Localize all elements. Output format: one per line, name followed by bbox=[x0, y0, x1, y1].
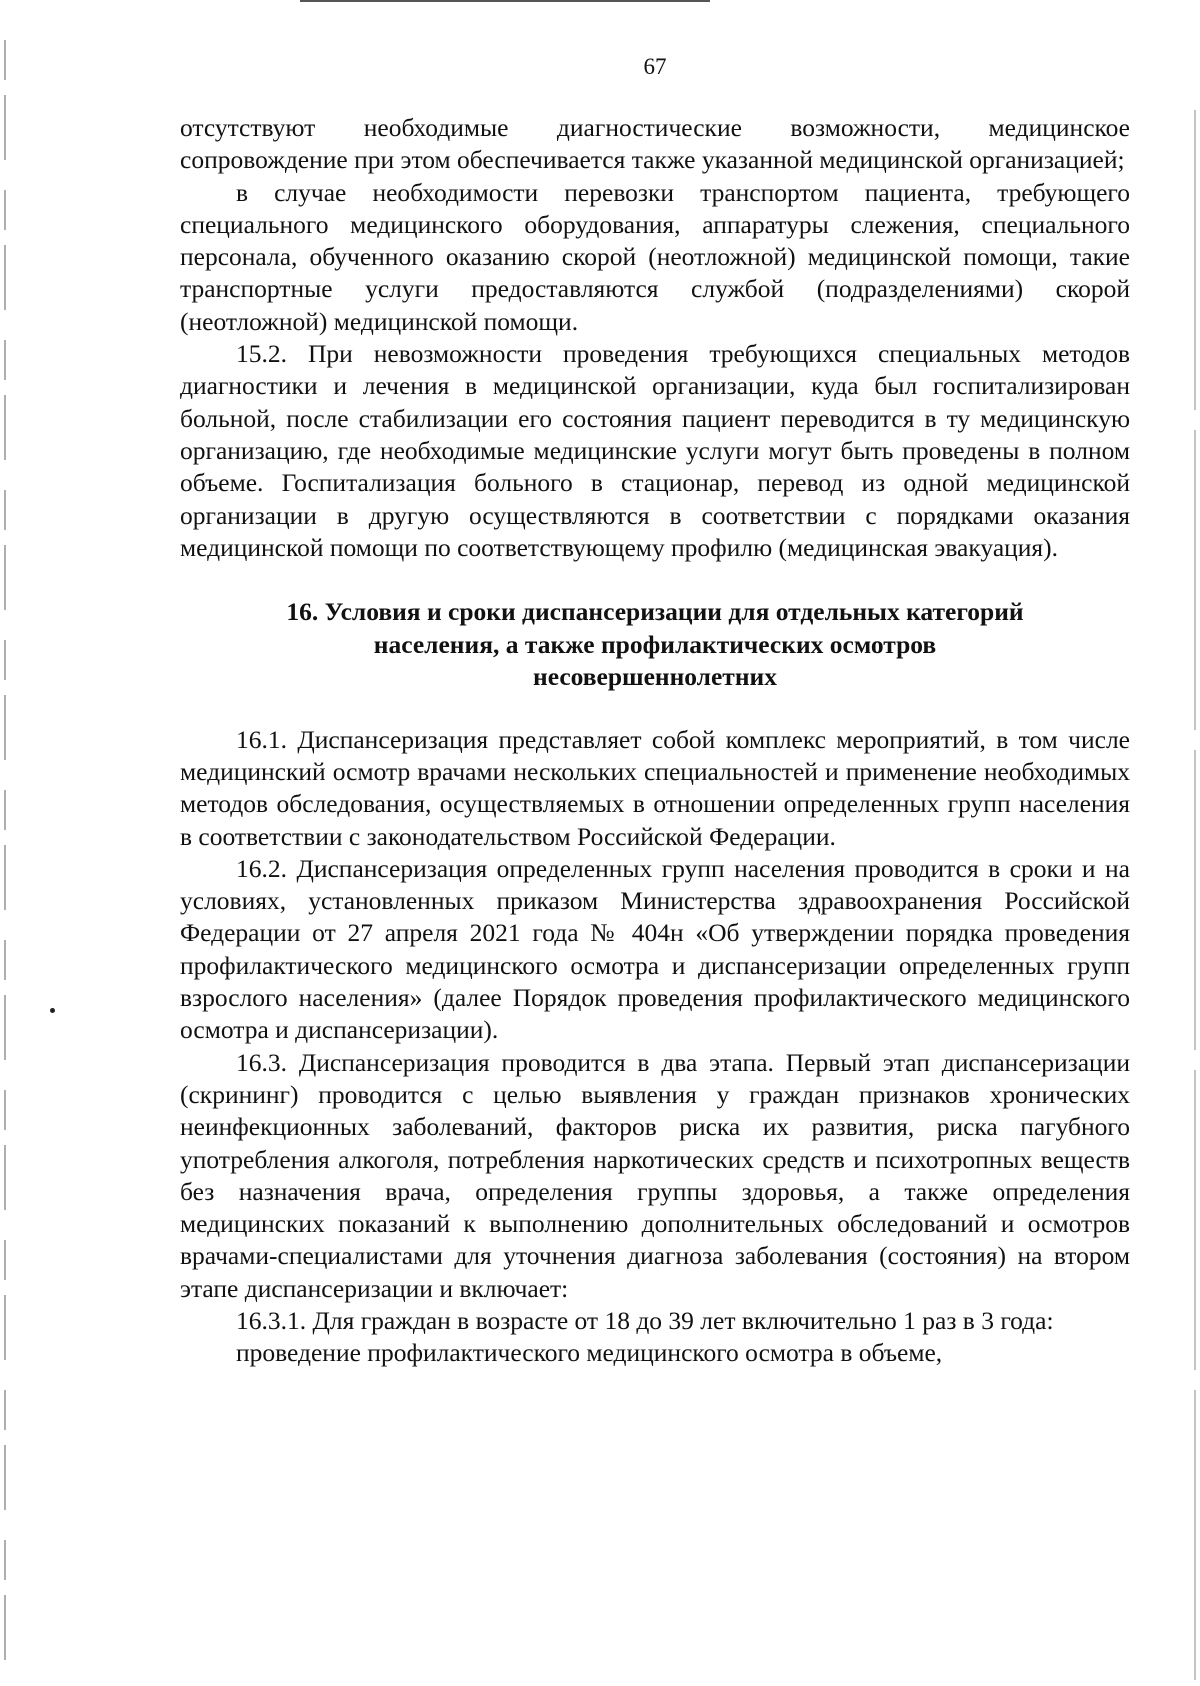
heading-line-1: 16. Условия и сроки диспансеризации для отдельных категорий bbox=[286, 597, 1024, 627]
right-edge-scan-artifact bbox=[1194, 110, 1196, 1680]
paragraph-15-2: 15.2. При невозможности проведения требующихся специальных методов диагностики и лечения в медицинской организации, куда был госпитализирован больной, после стабилизации его состояния пациент переводится в ту медицинскую организацию, где необходимые медицинские услуги могут быть проведены в полном объеме. Госпитализация больного в стационар, перевод из одной медицинской организации в другую осуществляются в соответствии с порядками оказания медицинской помощи по соответствующему профилю (медицинская эвакуация). bbox=[180, 339, 1130, 562]
section-heading-16 bbox=[180, 596, 1130, 694]
paragraph-transport: в случае необходимости перевозки транспортом пациента, требующего специального медицинского оборудования, аппаратуры слежения, специального персонала, обученного оказанию скорой (неотложной) медицинской помощи, такие транспортные услуги предоставляются службой (подразделениями) скорой (неотложной) медицинской помощи. bbox=[180, 177, 1130, 336]
paragraph-16-1: 16.1. Диспансеризация представляет собой комплекс мероприятий, в том числе медицинский осмотр врачами нескольких специальностей и применение необходимых методов обследования, осуществляемых в отношении определенных групп населения в соответствии с законодательством Российской Федерации. bbox=[180, 724, 1130, 851]
paragraph-16-2: 16.2. Диспансеризация определенных групп населения проводится в сроки и на условиях, установленных приказом Министерства здравоохранения Российской Федерации от 27 апреля 2021 года № 404н «Об утверждении порядка проведения профилактического медицинского осмотра и диспансеризации определенных групп взрослого населения» (далее Порядок проведения профилактического медицинского осмотра и диспансеризации). bbox=[180, 853, 1130, 1045]
paragraph-16-3-1: 16.3.1. Для граждан в возрасте от 18 до 39 лет включительно 1 раз в 3 года: bbox=[236, 1306, 1054, 1335]
paragraph-checkup-scope: проведение профилактического медицинского осмотра в объеме, bbox=[236, 1338, 943, 1368]
heading-line-2: населения, а также профилактических осмотров bbox=[373, 629, 937, 659]
document-body bbox=[180, 112, 1130, 1370]
top-edge-line bbox=[300, 0, 710, 2]
scan-speck bbox=[50, 1008, 55, 1013]
paragraph-16-3: 16.3. Диспансеризация проводится в два этапа. Первый этап диспансеризации (скрининг) проводится с целью выявления у граждан признаков хронических неинфекционных заболеваний, факторов риска их развития, риска пагубного употребления алкоголя, потребления наркотических средств и психотропных веществ без назначения врача, определения группы здоровья, а также определения медицинских показаний к выполнению дополнительных обследований и осмотров врачами-специалистами для уточнения диагноза заболевания (состояния) на втором этапе диспансеризации и включает: bbox=[180, 1047, 1130, 1303]
paragraph-continuation: отсутствуют необходимые диагностические возможности, медицинское сопровождение при этом обеспечивается также указанной медицинской организацией; bbox=[180, 113, 1130, 175]
page-number: 67 bbox=[643, 54, 667, 79]
left-edge-scan-artifact bbox=[4, 40, 6, 1680]
heading-line-3: несовершеннолетних bbox=[533, 662, 777, 692]
